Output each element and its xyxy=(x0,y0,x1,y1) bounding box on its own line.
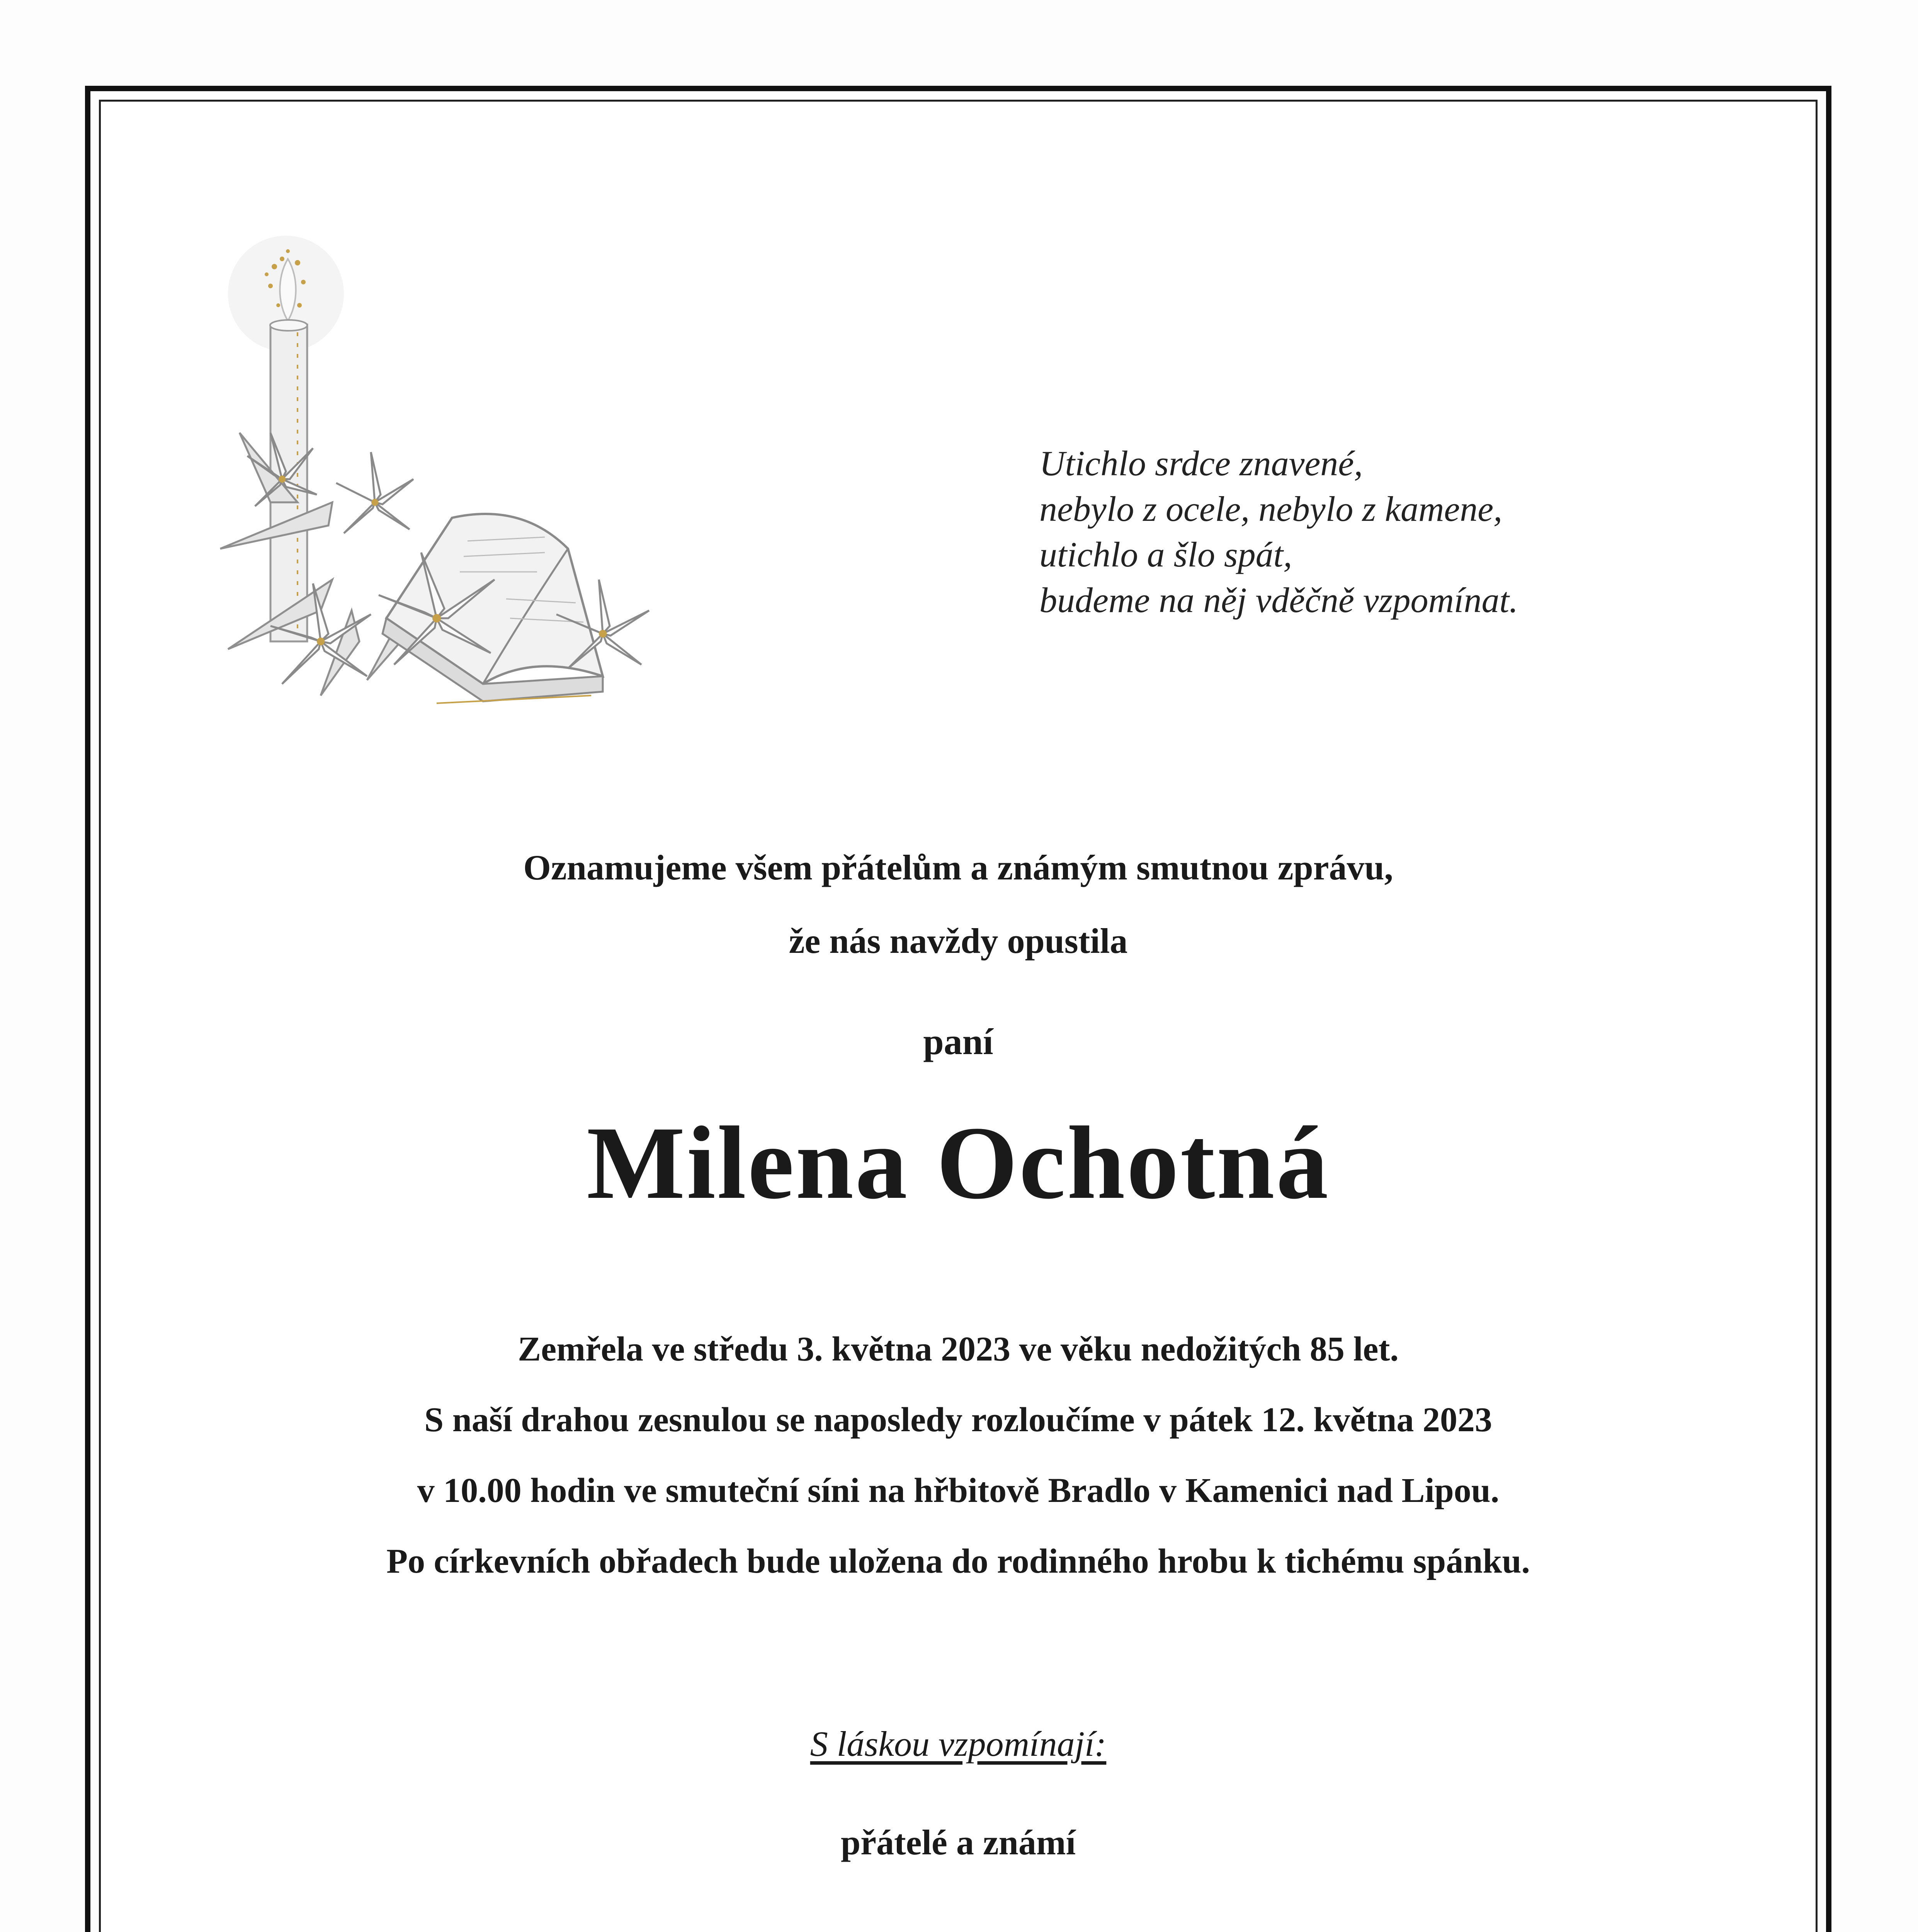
poem-line: budeme na něj vděčně vzpomínat. xyxy=(1039,580,1518,620)
deceased-name: Milena Ochotná xyxy=(587,1105,1330,1221)
mourners: přátelé a známí xyxy=(840,1823,1076,1862)
poem-line: nebylo z ocele, nebylo z kamene, xyxy=(1039,489,1503,529)
details-line: v 10.00 hodin ve smuteční síni na hřbitově Bradlo v Kamenici nad Lipou. xyxy=(417,1471,1500,1510)
funeral-details xyxy=(99,1314,1818,1597)
honorific: paní xyxy=(923,1021,993,1062)
intro-line: že nás navždy opustila xyxy=(789,921,1128,961)
remembrance-heading xyxy=(99,1723,1818,1764)
candle-lilies-book-icon xyxy=(205,232,723,750)
details-line: S naší drahou zesnulou se naposledy rozloučíme v pátek 12. května 2023 xyxy=(424,1401,1492,1439)
memorial-poem xyxy=(1039,440,1696,623)
announcement-intro xyxy=(99,831,1818,978)
details-line: Po církevních obřadech bude uložena do rodinného hrobu k tichému spánku. xyxy=(386,1542,1530,1580)
poem-line: Utichlo srdce znavené, xyxy=(1039,444,1363,483)
remembrance-heading-text: S láskou vzpomínají: xyxy=(810,1724,1107,1764)
poem-line: utichlo a šlo spát, xyxy=(1039,535,1292,574)
details-line: Zemřela ve středu 3. května 2023 ve věku nedožitých 85 let. xyxy=(518,1330,1399,1368)
intro-line: Oznamujeme všem přátelům a známým smutnou zprávu, xyxy=(523,848,1393,887)
